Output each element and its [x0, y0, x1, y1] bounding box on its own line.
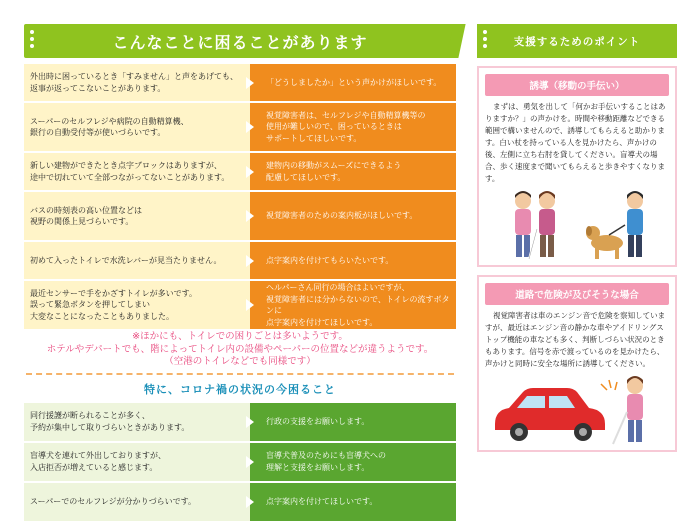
arrow-icon: [246, 166, 254, 178]
request-text: 視覚障害者は、セルフレジや自動精算機等の 使用が難しいので、困っているときは サポートしてほしいです。: [250, 103, 456, 151]
road-danger-card: [477, 275, 677, 452]
problems-list: [24, 64, 456, 329]
request-text: 点字案内を付けてもらいたいです。: [250, 242, 456, 279]
support-section: [477, 24, 677, 452]
arrow-icon: [246, 210, 254, 222]
guiding-people-illustration: [485, 189, 669, 261]
arrow-icon: [246, 416, 254, 428]
arrow-icon: [246, 255, 254, 267]
request-text: 視覚障害者のための案内板がほしいです。: [250, 192, 456, 240]
toilet-note: ※ほかにも、トイレでの困りごとは多いようです。 ホテルやデパートでも、階によってトイレ内の設備やペーパーの位置などが違うようです。 （空港のトイレなどでも同様です）: [46, 331, 434, 367]
problem-row: [24, 242, 456, 279]
problem-row: [24, 443, 456, 481]
car-and-person-illustration: [485, 374, 669, 446]
arrow-icon: [246, 496, 254, 508]
road-danger-text: 視覚障害者は車のエンジン音で危険を察知していますが、最近はエンジン音の静かな車やアイドリングストップ機能の車なども多く、判断しづらい状況のときもあります。信号を赤で渡っているのを見かけたら、声かけと同時に安全な場所に誘導してください。: [485, 311, 666, 368]
guiding-people-icon: [485, 189, 669, 261]
guidance-heading: 誘導（移動の手伝い）: [485, 74, 669, 96]
problem-text: 外出時に困っているとき「すみません」と声をあげても、 返事が返ってこないことがあります。: [24, 64, 250, 101]
arrow-icon: [246, 299, 254, 311]
problem-row: [24, 281, 456, 329]
problem-text: 初めて入ったトイレで水洗レバーが見当たりません。: [24, 242, 250, 279]
request-text: 「どうしましたか」という声かけがほしいです。: [250, 64, 456, 101]
covid-subheading: 特に、コロナ禍の状況の今困ること: [144, 382, 336, 396]
request-text: 行政の支援をお願いします。: [250, 403, 456, 441]
problem-row: [24, 483, 456, 521]
support-banner: [477, 24, 677, 58]
banner-dots: [30, 30, 40, 48]
dashed-divider: [26, 373, 454, 375]
request-text: 盲導犬普及のためにも盲導犬への 理解と支援をお願いします。: [250, 443, 456, 481]
problems-section: [24, 24, 456, 523]
problem-row: [24, 192, 456, 240]
car-icon: [485, 374, 669, 446]
problem-text: 最近センサーで手をかざすトイレが多いです。 誤って緊急ボタンを押してしまい 大変なことになったこともありました。: [24, 281, 250, 329]
guidance-card: [477, 66, 677, 267]
arrow-icon: [246, 121, 254, 133]
problem-row: [24, 403, 456, 441]
problem-row: [24, 153, 456, 190]
problem-text: スーパーのセルフレジや病院の自動精算機、 銀行の自動受付等が使いづらいです。: [24, 103, 250, 151]
request-text: 建物内の移動がスムーズにできるよう 配慮してほしいです。: [250, 153, 456, 190]
problem-text: 新しい建物ができたとき点字ブロックはありますが、 途中で切れていて全部つながってないことがあります。: [24, 153, 250, 190]
arrow-icon: [246, 77, 254, 89]
request-text: 点字案内を付けてほしいです。: [250, 483, 456, 521]
problem-text: 盲導犬を連れて外出しておりますが、 入店拒否が増えていると感じます。: [24, 443, 250, 481]
problems-banner: [24, 24, 456, 58]
guidance-text: まずは、勇気を出して「何かお手伝いすることはありますか？」の声かけを。時間や移動距離などできる範囲で構いませんので、誘導してもらえると助かります。白い杖を持っている人を見かけたら、声かけの後、左側に立ち右肘を貸してください。盲導犬の場合、歩く速度まで聞いてもらえると歩きやすくなります。: [485, 102, 666, 183]
problem-text: 同行援護が断られることが多く、 予約が集中して取りづらいときがあります。: [24, 403, 250, 441]
support-title: 支援するためのポイント: [513, 35, 641, 48]
problem-row: [24, 103, 456, 151]
road-danger-heading: 道路で危険が及びそうな場合: [485, 283, 669, 305]
problems-title: こんなことに困ることがあります: [112, 32, 368, 52]
banner-dots: [483, 30, 493, 48]
covid-problems-list: [24, 403, 456, 521]
problem-row: [24, 64, 456, 101]
request-text: ヘルパーさん同行の場合はよいですが、 視覚障害者には分からないので、トイレの流すボタンに 点字案内を付けてほしいです。: [250, 281, 456, 329]
arrow-icon: [246, 456, 254, 468]
problem-text: スーパーでのセルフレジが分かりづらいです。: [24, 483, 250, 521]
problem-text: バスの時刻表の高い位置などは 視野の関係上見づらいです。: [24, 192, 250, 240]
